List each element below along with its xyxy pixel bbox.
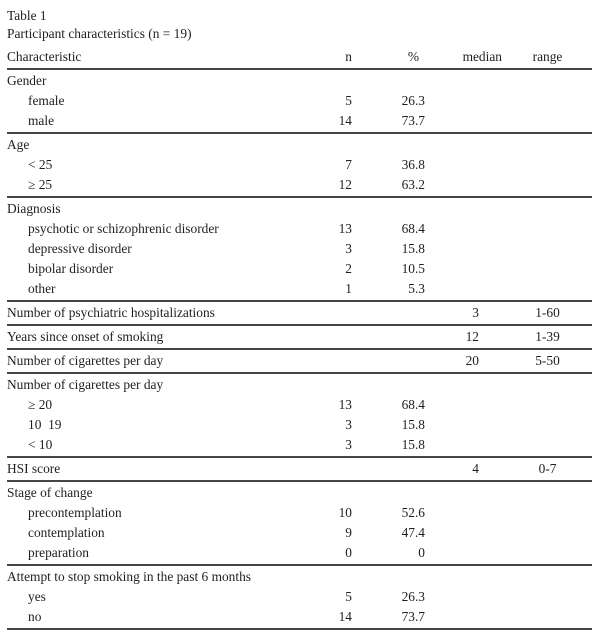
row-label: Number of psychiatric hospitalizations: [7, 305, 215, 320]
row-n-value: 10: [338, 505, 352, 520]
row-label: Attempt to stop smoking in the past 6 months: [7, 569, 252, 584]
row-label: precontemplation: [28, 505, 122, 520]
table-row: [7, 199, 592, 219]
row-label: Age: [7, 137, 30, 152]
table-row: [7, 135, 592, 155]
row-percent-value: 15.8: [401, 241, 425, 256]
row-n-value: 5: [345, 589, 352, 604]
row-percent-value: 63.2: [401, 177, 425, 192]
row-label: male: [28, 113, 55, 128]
table-row: [7, 239, 592, 259]
row-label: < 10: [28, 437, 53, 452]
row-label: Stage of change: [7, 485, 93, 500]
row-label: 10 19: [28, 417, 62, 432]
row-label: ≥ 25: [28, 177, 53, 192]
row-n-value: 3: [345, 241, 352, 256]
row-label: other: [28, 281, 56, 296]
row-label: Number of cigarettes per day: [7, 377, 164, 392]
column-header-n: n: [345, 49, 352, 64]
row-n-value: 2: [345, 261, 352, 276]
table-row: [7, 259, 592, 279]
table-row: [7, 503, 592, 523]
row-label: HSI score: [7, 461, 61, 476]
row-range-value: 1-39: [535, 329, 560, 344]
participant-table-body: [7, 70, 592, 630]
row-label: female: [28, 93, 65, 108]
table-section: [7, 482, 592, 566]
row-percent-value: 47.4: [401, 525, 425, 540]
row-range-value: 5-50: [535, 353, 560, 368]
row-label: depressive disorder: [28, 241, 132, 256]
table-row: [7, 303, 592, 323]
row-percent-value: 10.5: [401, 261, 425, 276]
row-percent-value: 73.7: [401, 113, 425, 128]
table-row: [7, 279, 592, 299]
row-percent-value: 52.6: [401, 505, 425, 520]
table-caption: [7, 7, 592, 43]
row-label: ≥ 20: [28, 397, 53, 412]
table-section: [7, 134, 592, 198]
row-n-value: 14: [338, 609, 352, 624]
table-row: [7, 483, 592, 503]
table-section: [7, 374, 592, 458]
column-header-median: median: [462, 49, 502, 64]
row-label: Years since onset of smoking: [7, 329, 164, 344]
table-row: [7, 523, 592, 543]
table-section: [7, 566, 592, 630]
row-label: Gender: [7, 73, 47, 88]
row-median-value: 4: [472, 461, 479, 476]
row-percent-value: 73.7: [401, 609, 425, 624]
table-section: [7, 198, 592, 302]
row-label: yes: [28, 589, 46, 604]
row-median-value: 3: [472, 305, 479, 320]
table-number: Table 1: [7, 8, 47, 23]
row-percent-value: 15.8: [401, 417, 425, 432]
row-n-value: 7: [345, 157, 352, 172]
column-header-range: range: [532, 49, 563, 64]
table-row: [7, 567, 592, 587]
row-median-value: 20: [465, 353, 479, 368]
table-section: [7, 70, 592, 134]
row-n-value: 3: [345, 417, 352, 432]
table-header-row: [7, 47, 592, 70]
table-section: [7, 326, 592, 350]
row-n-value: 12: [338, 177, 352, 192]
row-percent-value: 15.8: [401, 437, 425, 452]
table-subtitle: Participant characteristics (n = 19): [7, 26, 192, 41]
row-label: psychotic or schizophrenic disorder: [28, 221, 219, 236]
column-header-characteristic: Characteristic: [7, 49, 82, 64]
table-row: [7, 395, 592, 415]
row-label: no: [28, 609, 42, 624]
row-label: preparation: [28, 545, 89, 560]
row-n-value: 1: [345, 281, 352, 296]
row-range-value: 1-60: [535, 305, 560, 320]
table-row: [7, 111, 592, 131]
table-section: [7, 302, 592, 326]
table-row: [7, 175, 592, 195]
table-row: [7, 71, 592, 91]
row-label: Diagnosis: [7, 201, 61, 216]
row-n-value: 14: [338, 113, 352, 128]
row-percent-value: 68.4: [401, 397, 425, 412]
row-n-value: 9: [345, 525, 352, 540]
row-percent-value: 5.3: [408, 281, 425, 296]
table-row: [7, 459, 592, 479]
table-row: [7, 607, 592, 627]
row-label: bipolar disorder: [28, 261, 114, 276]
row-n-value: 3: [345, 437, 352, 452]
row-n-value: 0: [345, 545, 352, 560]
row-n-value: 13: [338, 397, 352, 412]
table-row: [7, 155, 592, 175]
row-range-value: 0-7: [538, 461, 557, 476]
table-row: [7, 587, 592, 607]
table-row: [7, 327, 592, 347]
table-row: [7, 375, 592, 395]
table-section: [7, 350, 592, 374]
table-row: [7, 415, 592, 435]
row-median-value: 12: [465, 329, 479, 344]
row-n-value: 13: [338, 221, 352, 236]
table-section: [7, 458, 592, 482]
row-label: Number of cigarettes per day: [7, 353, 164, 368]
column-header-percent: %: [407, 49, 419, 64]
table-row: [7, 91, 592, 111]
row-percent-value: 36.8: [401, 157, 425, 172]
row-percent-value: 26.3: [401, 589, 425, 604]
row-n-value: 5: [345, 93, 352, 108]
table-row: [7, 219, 592, 239]
row-label: contemplation: [28, 525, 105, 540]
table-row: [7, 351, 592, 371]
row-label: < 25: [28, 157, 53, 172]
row-percent-value: 26.3: [401, 93, 425, 108]
row-percent-value: 0: [418, 545, 425, 560]
table-row: [7, 435, 592, 455]
table-row: [7, 543, 592, 563]
row-percent-value: 68.4: [401, 221, 425, 236]
